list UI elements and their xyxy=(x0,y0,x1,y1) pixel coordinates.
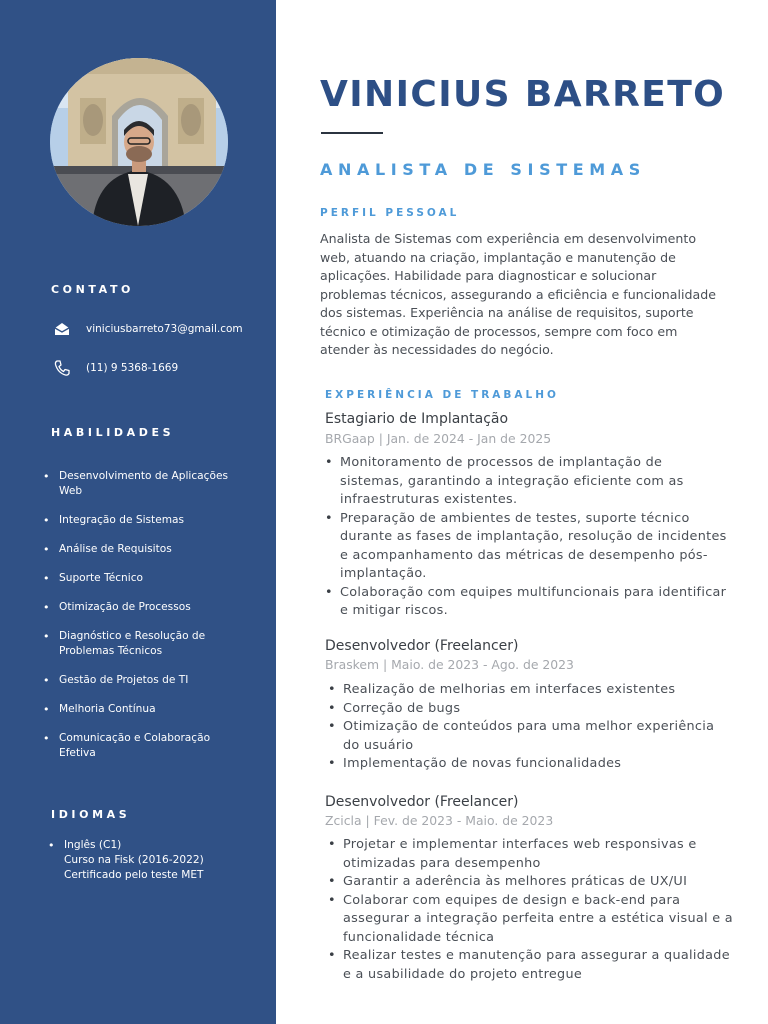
email-text[interactable]: viniciusbarreto73@gmail.com xyxy=(86,323,243,335)
job-title: Estagiario de Implantação xyxy=(325,411,509,427)
languages-heading: IDIOMAS xyxy=(51,808,131,821)
name-divider xyxy=(321,132,383,134)
contact-phone[interactable] xyxy=(52,358,178,378)
skill-item: • Desenvolvimento de Aplicações Web xyxy=(43,469,248,499)
person-name: VINICIUS BARRETO xyxy=(320,74,726,115)
job-bullet: • Colaboração com equipes multifuncionais para identificar e mitigar riscos. xyxy=(325,584,730,621)
language-course: Curso na Fisk (2016-2022) xyxy=(64,854,204,866)
skills-heading: HABILIDADES xyxy=(51,426,175,439)
phone-text[interactable]: (11) 9 5368-1669 xyxy=(86,362,179,374)
job-bullet: • Otimização de conteúdos para uma melhor experiência do usuário xyxy=(328,718,733,755)
job-bullet: • Implementação de novas funcionalidades xyxy=(328,755,733,774)
skill-item: • Integração de Sistemas xyxy=(43,513,248,528)
skill-item: • Gestão de Projetos de TI xyxy=(43,673,248,688)
contact-heading: CONTATO xyxy=(51,283,134,296)
skill-item: • Diagnóstico e Resolução de Problemas Técnicos xyxy=(43,629,248,659)
contact-email[interactable] xyxy=(52,319,243,339)
job-bullet: • Colaborar com equipes de design e back-end para assegurar a integração perfeita entre a estética visual e a funcionalidade técnica xyxy=(328,892,740,948)
job-meta: BRGaap | Jan. de 2024 - Jan de 2025 xyxy=(325,431,552,446)
job-bullet: • Correção de bugs xyxy=(328,700,733,719)
profile-text: Analista de Sistemas com experiência em desenvolvimento web, atuando na criação, implantação e manutenção de aplicações. Habilidade para diagnosticar e solucionar problemas técnicos, assegurando a eficiência e funcionalidade dos sistemas. Experiência na análise de requisitos, suporte técnico e otimização de processos, sempre com foco em atender às necessidades do negócio. xyxy=(320,231,716,357)
skills-list xyxy=(43,469,248,761)
skill-item: • Suporte Técnico xyxy=(43,571,248,586)
job-meta: Braskem | Maio. de 2023 - Ago. de 2023 xyxy=(325,657,574,672)
job-title: Desenvolvedor (Freelancer) xyxy=(325,638,519,654)
job-bullet: • Garantir a aderência às melhores práticas de UX/UI xyxy=(328,873,740,892)
skill-item: • Melhoria Contínua xyxy=(43,702,248,717)
phone-icon xyxy=(52,358,72,378)
job-bullet: • Preparação de ambientes de testes, suporte técnico durante as fases de implantação, resolução de incidentes e acompanhamento das métricas de desempenho pós-implantação. xyxy=(325,510,730,584)
sidebar xyxy=(0,0,276,1024)
job-bullets xyxy=(328,836,740,984)
skill-item: • Análise de Requisitos xyxy=(43,542,248,557)
job-meta: Zcicla | Fev. de 2023 - Maio. de 2023 xyxy=(325,813,554,828)
profile-photo xyxy=(50,58,228,226)
job-bullet: • Realizar testes e manutenção para assegurar a qualidade e a usabilidade do projeto entregue xyxy=(328,947,740,984)
job-bullet: • Projetar e implementar interfaces web responsivas e otimizadas para desempenho xyxy=(328,836,740,873)
job-bullets xyxy=(328,681,733,774)
profile-heading: PERFIL PESSOAL xyxy=(320,207,460,219)
job-bullet: • Monitoramento de processos de implantação de sistemas, garantindo a integração eficiente com as infraestruturas existentes. xyxy=(325,454,730,510)
job-title: Desenvolvedor (Freelancer) xyxy=(325,794,519,810)
envelope-open-icon xyxy=(52,319,72,339)
experience-heading: EXPERIÊNCIA DE TRABALHO xyxy=(325,389,559,401)
skill-item: • Comunicação e Colaboração Efetiva xyxy=(43,731,248,761)
job-role: ANALISTA DE SISTEMAS xyxy=(320,160,646,179)
job-bullets xyxy=(325,454,730,621)
language-certificate: Certificado pelo teste MET xyxy=(64,869,204,881)
job-bullet: • Realização de melhorias em interfaces existentes xyxy=(328,681,733,700)
language-item xyxy=(48,838,253,883)
skill-item: • Otimização de Processos xyxy=(43,600,248,615)
language-name: • Inglês (C1) xyxy=(64,839,122,851)
languages-list xyxy=(48,838,253,883)
